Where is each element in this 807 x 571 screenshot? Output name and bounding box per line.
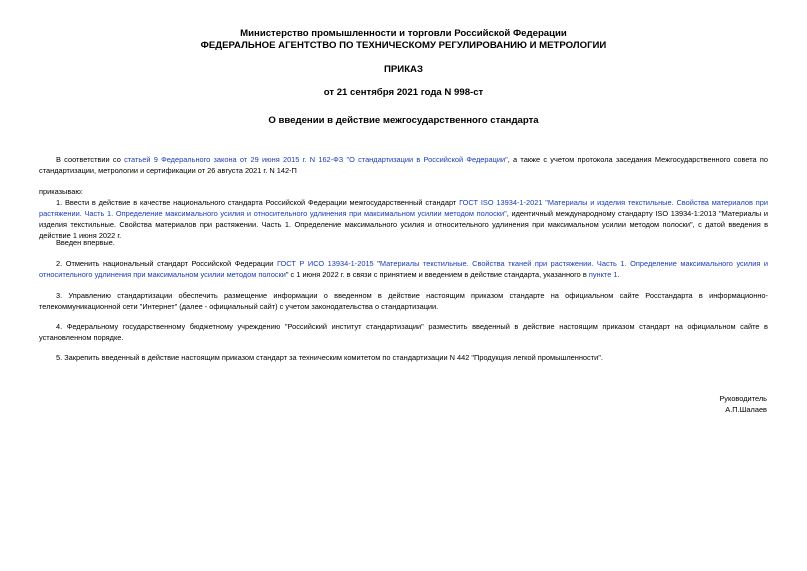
standard-title-link[interactable]: Материалы текстильные. Свойства тканей при растяжении. Часть 1. Определение максимального усилия и относительного удлинения при максимальном усилии методом полоски: [39, 259, 768, 279]
item-3-paragraph: 3. Управлению стандартизации обеспечить размещение информации о введенном в действие настоящим приказом стандарте на официальном сайте Росстандарта в информационно-телекоммуникационной сети "Интернет" (далее - официальный сайт) с учетом законодательства о стандартизации.: [39, 291, 768, 311]
item-2-text-2: ": [373, 259, 380, 268]
item-1-text-1: 1. Ввести в действие в качестве национального стандарта Российской Федерации межгосударственный стандарт: [56, 198, 460, 207]
signature-name: А.П.Шалаев: [725, 405, 767, 414]
item-4-paragraph: 4. Федеральному государственному бюджетному учреждению "Российский институт стандартизации" разместить введенный в действие настоящим приказом стандарт на официальном сайте в установленном порядке.: [39, 322, 768, 342]
introduced-note: Введен впервые.: [56, 238, 115, 247]
preamble-text-1: В соответствии со: [56, 155, 125, 164]
ministry-name: Министерство промышленности и торговли Российской Федерации: [240, 28, 567, 39]
gost-r-iso-link[interactable]: ГОСТ Р ИСО 13934-1-2015: [276, 259, 374, 268]
item-1-paragraph: [39, 197, 768, 241]
item-1-text-2: , идентичный международному стандарту ISO 13934-1:2013 "Материалы и изделия текстильные. Свойства материалов при растяжении. Часть 1. Определение максимального усилия и относительного удлинения при максимальном усилии методом полоски", с датой введения в действие 1 июня 2022 г.: [39, 209, 768, 240]
item-5-paragraph: 5. Закрепить введенный в действие настоящим приказом стандарт за техническим комитетом по стандартизации N 442 "Продукция легкой промышленности".: [56, 353, 603, 362]
document-title: О введении в действие межгосударственного стандарта: [268, 115, 539, 126]
point-1-link[interactable]: пункте 1: [588, 270, 618, 279]
document-type: ПРИКАЗ: [384, 64, 423, 75]
gost-iso-standard-link[interactable]: ГОСТ ISO 13934-1-2021 "Материалы и изделия текстильные. Свойства материалов при растяжении. Часть 1. Определение максимального усилия и относительного удлинения при максимальном усилии методом полоски": [39, 198, 768, 218]
law-article-link[interactable]: статьей 9 Федерального закона от 29 июня 2015 г. N 162-ФЗ "О стандартизации в Российской Федерации": [124, 155, 508, 164]
preamble-paragraph: [39, 154, 768, 176]
signature-position: Руководитель: [719, 394, 767, 403]
document-date-number: от 21 сентября 2021 года N 998-ст: [323, 87, 484, 98]
item-2-text-1: 2. Отменить национальный стандарт Российской Федерации: [56, 259, 277, 268]
item-2-text-3: " с 1 июня 2022 г. в связи с принятием и введением в действие стандарта, указанного в: [285, 270, 589, 279]
agency-name: ФЕДЕРАЛЬНОЕ АГЕНТСТВО ПО ТЕХНИЧЕСКОМУ РЕГУЛИРОВАНИЮ И МЕТРОЛОГИИ: [200, 40, 607, 51]
preamble-text-2: , а также с учетом протокола заседания Межгосударственного совета по стандартизации, метрологии и сертификации от 26 августа 2021 г. N 142-П: [39, 155, 768, 175]
item-2-paragraph: [39, 258, 768, 280]
order-word: приказываю:: [39, 187, 83, 196]
item-2-text-4: .: [617, 270, 620, 279]
